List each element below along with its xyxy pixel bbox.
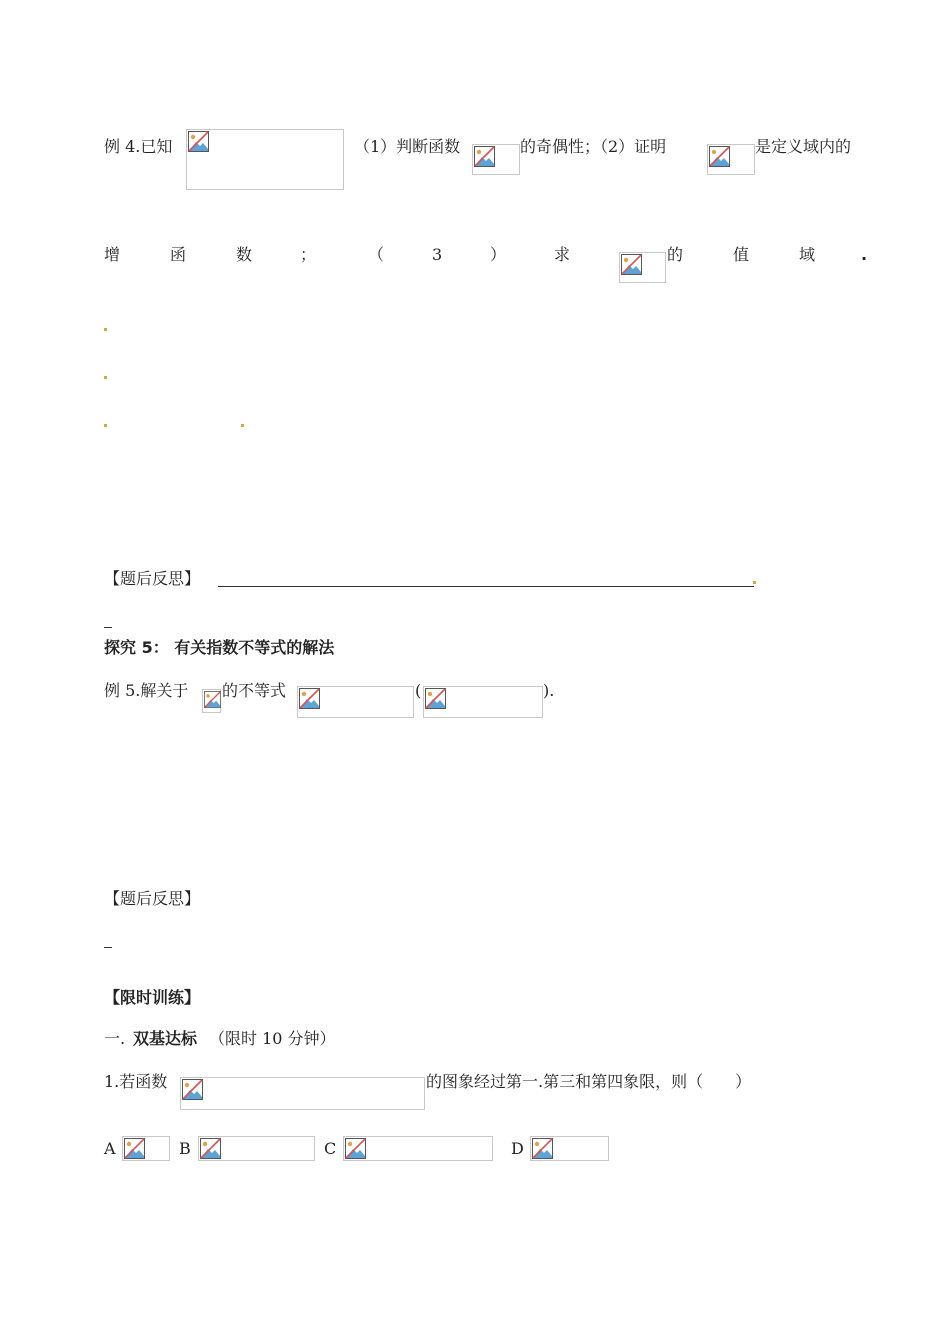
broken-image-icon <box>182 1079 203 1100</box>
formula-image <box>297 686 414 718</box>
decorative-dot <box>241 424 244 427</box>
ex4-char: 函 <box>170 245 187 264</box>
formula-image <box>186 129 344 190</box>
reflect-label: 【题后反思】 <box>104 569 201 588</box>
q1-text: 的图象经过第一.第三和第四象限，则（ ） <box>426 1072 752 1091</box>
ex4-prefix: 例 4.已知 <box>104 137 173 156</box>
section-title: 探究 5： 有关指数不等式的解法 <box>104 638 335 657</box>
option-label: B <box>179 1139 191 1158</box>
option-image <box>198 1136 315 1161</box>
decorative-dot <box>753 581 756 584</box>
ex4-char: （ <box>368 245 385 264</box>
training-title: 【限时训练】 <box>104 988 201 1007</box>
ex4-char: 求 <box>554 245 571 264</box>
ex5-paren-open: ( <box>415 681 422 700</box>
broken-image-icon <box>188 131 209 152</box>
option-image <box>530 1136 609 1161</box>
formula-image <box>180 1077 425 1110</box>
ex4-char: 3 <box>432 245 443 264</box>
part1-prefix: 一. <box>104 1029 126 1048</box>
option-image <box>122 1136 170 1161</box>
ex4-char: ； <box>300 245 317 264</box>
formula-image <box>423 686 543 718</box>
answer-line <box>218 586 754 587</box>
ex4-char: 数 <box>236 245 253 264</box>
ex4-char: 域 <box>799 245 816 264</box>
broken-image-icon <box>345 1138 366 1159</box>
broken-image-icon <box>124 1138 145 1159</box>
formula-image <box>202 689 221 713</box>
reflect-label: 【题后反思】 <box>104 889 201 908</box>
broken-image-icon <box>299 688 320 709</box>
broken-image-icon <box>621 254 642 275</box>
broken-image-icon <box>200 1138 221 1159</box>
formula-image <box>707 144 755 175</box>
part1-note: （限时 10 分钟） <box>209 1029 336 1048</box>
decorative-dot <box>104 328 107 331</box>
ex4-char: 的 <box>667 245 684 264</box>
ex4-domain-end: 是定义域内的 <box>755 137 852 156</box>
ex5-mid: 的不等式 <box>222 681 287 700</box>
option-image <box>343 1136 493 1161</box>
ex4-parity: 的奇偶性；（2）证明 <box>520 137 667 156</box>
broken-image-icon <box>532 1138 553 1159</box>
decorative-dot <box>104 376 107 379</box>
ex5-prefix: 例 5.解关于 <box>104 681 189 700</box>
broken-image-icon <box>425 688 446 709</box>
underscore-mark <box>104 947 112 948</box>
formula-image <box>619 252 666 283</box>
formula-image <box>472 144 520 175</box>
ex4-q1: （1）判断函数 <box>354 137 461 156</box>
ex4-char: . <box>861 245 868 264</box>
ex5-paren-close: ). <box>543 681 555 700</box>
broken-image-icon <box>474 146 495 167</box>
broken-image-icon <box>709 146 730 167</box>
option-label: D <box>511 1139 524 1158</box>
ex4-char: 值 <box>733 245 750 264</box>
part1-title: 双基达标 <box>133 1029 198 1048</box>
option-label: A <box>104 1139 116 1158</box>
q1-prefix: 1.若函数 <box>104 1072 168 1091</box>
decorative-dot <box>104 424 107 427</box>
ex4-char: 增 <box>104 245 121 264</box>
broken-image-icon <box>204 691 221 708</box>
ex4-char: ） <box>490 245 507 264</box>
underscore-mark <box>104 627 112 628</box>
option-label: C <box>324 1139 337 1158</box>
